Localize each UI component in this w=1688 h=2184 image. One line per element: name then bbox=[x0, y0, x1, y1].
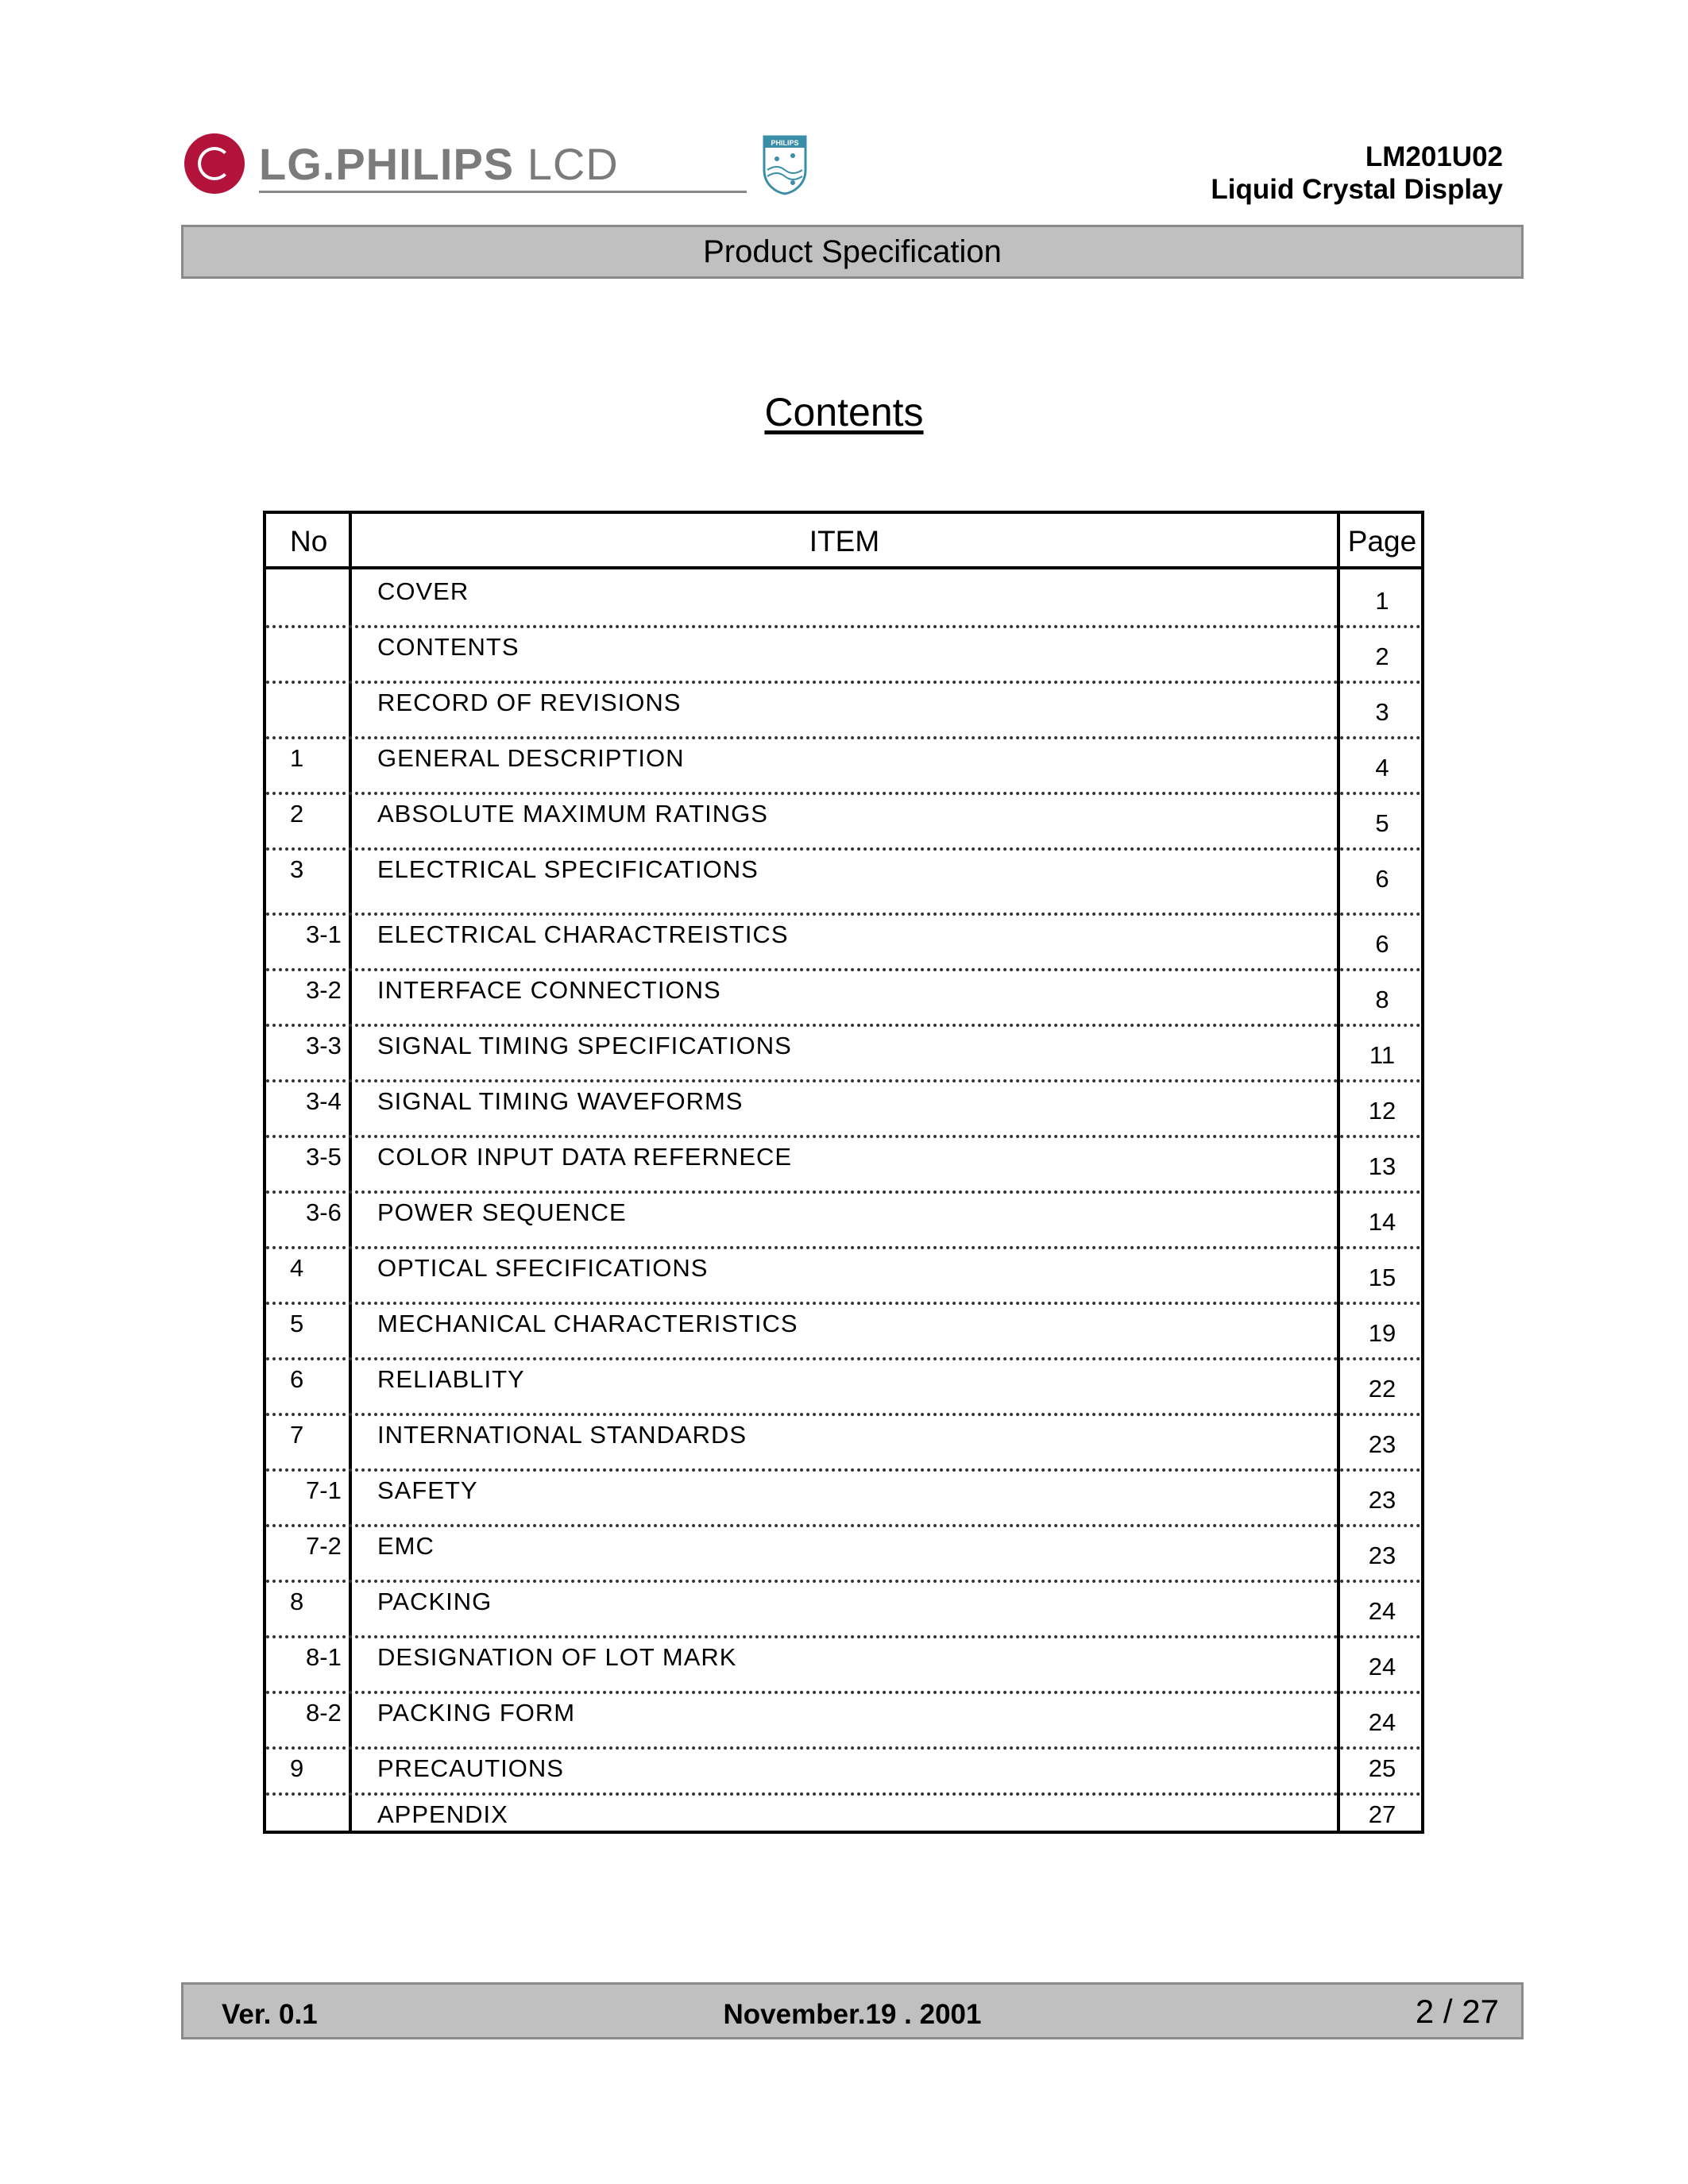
table-row bbox=[266, 913, 1421, 971]
row-page: 13 bbox=[1368, 1152, 1396, 1180]
table-row bbox=[266, 792, 1421, 851]
table-row bbox=[266, 681, 1421, 739]
row-item: OPTICAL SFECIFICATIONS bbox=[377, 1254, 709, 1282]
row-number: 5 bbox=[290, 1310, 304, 1337]
table-row bbox=[266, 1413, 1421, 1472]
table-row bbox=[266, 1746, 1421, 1796]
product-subtitle: Liquid Crystal Display bbox=[1211, 174, 1503, 205]
row-number: 3-4 bbox=[306, 1087, 342, 1115]
row-item: SAFETY bbox=[377, 1476, 478, 1504]
row-item: PACKING bbox=[377, 1588, 492, 1615]
row-item: PRECAUTIONS bbox=[377, 1754, 564, 1782]
table-row bbox=[266, 1190, 1421, 1249]
table-row bbox=[266, 1580, 1421, 1638]
row-item: EMC bbox=[377, 1532, 435, 1560]
row-page: 24 bbox=[1368, 1708, 1396, 1736]
header-no: No bbox=[290, 525, 328, 558]
row-number: 8-2 bbox=[306, 1699, 342, 1727]
table-row bbox=[266, 1357, 1421, 1416]
table-row bbox=[266, 1135, 1421, 1194]
row-page: 15 bbox=[1368, 1264, 1396, 1291]
table-row bbox=[266, 569, 1421, 628]
table-row bbox=[266, 847, 1421, 916]
row-page: 2 bbox=[1375, 642, 1389, 670]
row-item: PACKING FORM bbox=[377, 1699, 576, 1727]
row-item: INTERNATIONAL STANDARDS bbox=[377, 1421, 747, 1449]
row-page: 8 bbox=[1375, 986, 1389, 1013]
row-number: 3 bbox=[290, 855, 304, 883]
row-page: 23 bbox=[1368, 1486, 1396, 1514]
row-page: 6 bbox=[1375, 865, 1389, 893]
row-item: INTERFACE CONNECTIONS bbox=[377, 976, 721, 1004]
row-item: ELECTRICAL CHARACTREISTICS bbox=[377, 920, 789, 948]
row-page: 22 bbox=[1368, 1375, 1396, 1403]
row-number: 9 bbox=[290, 1754, 304, 1782]
row-page: 4 bbox=[1375, 754, 1389, 781]
row-number: 6 bbox=[290, 1365, 304, 1393]
row-page: 14 bbox=[1368, 1208, 1396, 1236]
row-item: ABSOLUTE MAXIMUM RATINGS bbox=[377, 800, 768, 828]
page-number: 2 / 27 bbox=[1415, 1993, 1499, 2030]
logo-brand: LG.PHILIPS bbox=[259, 139, 515, 189]
table-row bbox=[266, 736, 1421, 795]
row-item: SIGNAL TIMING WAVEFORMS bbox=[377, 1087, 744, 1115]
row-item: RECORD OF REVISIONS bbox=[377, 689, 682, 716]
row-page: 27 bbox=[1368, 1800, 1396, 1828]
row-page: 23 bbox=[1368, 1542, 1396, 1569]
logo-underline bbox=[259, 191, 747, 193]
row-item: DESIGNATION OF LOT MARK bbox=[377, 1643, 737, 1671]
row-page: 25 bbox=[1368, 1754, 1396, 1782]
table-row bbox=[266, 1524, 1421, 1583]
row-number: 1 bbox=[290, 744, 304, 772]
row-number: 8 bbox=[290, 1588, 304, 1615]
logo-suffix: LCD bbox=[527, 139, 619, 189]
row-item: APPENDIX bbox=[377, 1800, 508, 1828]
row-page: 6 bbox=[1375, 930, 1389, 958]
table-row bbox=[266, 1302, 1421, 1360]
row-number: 3-3 bbox=[306, 1032, 342, 1059]
row-page: 12 bbox=[1368, 1097, 1396, 1125]
version-label: Ver. 0.1 bbox=[222, 1999, 318, 2030]
row-number: 8-1 bbox=[306, 1643, 342, 1671]
row-number: 3-1 bbox=[306, 920, 342, 948]
header-item: ITEM bbox=[809, 525, 880, 558]
row-page: 24 bbox=[1368, 1597, 1396, 1625]
row-page: 23 bbox=[1368, 1430, 1396, 1458]
spec-bar bbox=[181, 225, 1524, 279]
row-number: 4 bbox=[290, 1254, 304, 1282]
model-number: LM201U02 bbox=[1365, 141, 1503, 172]
table-row bbox=[266, 1246, 1421, 1305]
row-page: 5 bbox=[1375, 809, 1389, 837]
row-item: POWER SEQUENCE bbox=[377, 1198, 627, 1226]
footer-bar bbox=[181, 1982, 1524, 2039]
shield-text: PHILIPS bbox=[771, 139, 799, 147]
row-item: MECHANICAL CHARACTERISTICS bbox=[377, 1310, 798, 1337]
table-row bbox=[266, 625, 1421, 684]
row-item: ELECTRICAL SPECIFICATIONS bbox=[377, 855, 759, 883]
row-item: RELIABLITY bbox=[377, 1365, 525, 1393]
row-page: 3 bbox=[1375, 698, 1389, 726]
row-page: 1 bbox=[1375, 587, 1389, 615]
row-number: 7-2 bbox=[306, 1532, 342, 1560]
header-page: Page bbox=[1347, 525, 1417, 558]
table-row bbox=[266, 968, 1421, 1027]
row-page: 19 bbox=[1368, 1319, 1396, 1347]
table-row bbox=[266, 1468, 1421, 1527]
table-header bbox=[266, 514, 1421, 569]
row-page: 24 bbox=[1368, 1653, 1396, 1680]
table-row bbox=[266, 1792, 1421, 1839]
date-label: November.19 . 2001 bbox=[723, 1999, 982, 2030]
contents-table bbox=[263, 511, 1424, 1834]
row-number: 3-2 bbox=[306, 976, 342, 1004]
row-item: SIGNAL TIMING SPECIFICATIONS bbox=[377, 1032, 792, 1059]
row-item: COLOR INPUT DATA REFERNECE bbox=[377, 1143, 793, 1171]
row-number: 7-1 bbox=[306, 1476, 342, 1504]
lg-face-icon bbox=[184, 133, 245, 194]
table-row bbox=[266, 1024, 1421, 1082]
lg-philips-logo bbox=[184, 133, 799, 202]
row-item: CONTENTS bbox=[377, 633, 520, 661]
row-page: 11 bbox=[1369, 1041, 1396, 1069]
row-number: 3-5 bbox=[306, 1143, 342, 1171]
row-number: 3-6 bbox=[306, 1198, 342, 1226]
table-row bbox=[266, 1691, 1421, 1750]
page-title: Contents bbox=[764, 390, 924, 434]
philips-shield-icon bbox=[761, 135, 809, 195]
logo-text bbox=[259, 138, 619, 190]
row-item: GENERAL DESCRIPTION bbox=[377, 744, 685, 772]
table-row bbox=[266, 1635, 1421, 1694]
spec-bar-title: Product Specification bbox=[703, 233, 1002, 269]
table-row bbox=[266, 1079, 1421, 1138]
row-number: 2 bbox=[290, 800, 304, 828]
row-number: 7 bbox=[290, 1421, 304, 1449]
row-item: COVER bbox=[377, 577, 469, 605]
